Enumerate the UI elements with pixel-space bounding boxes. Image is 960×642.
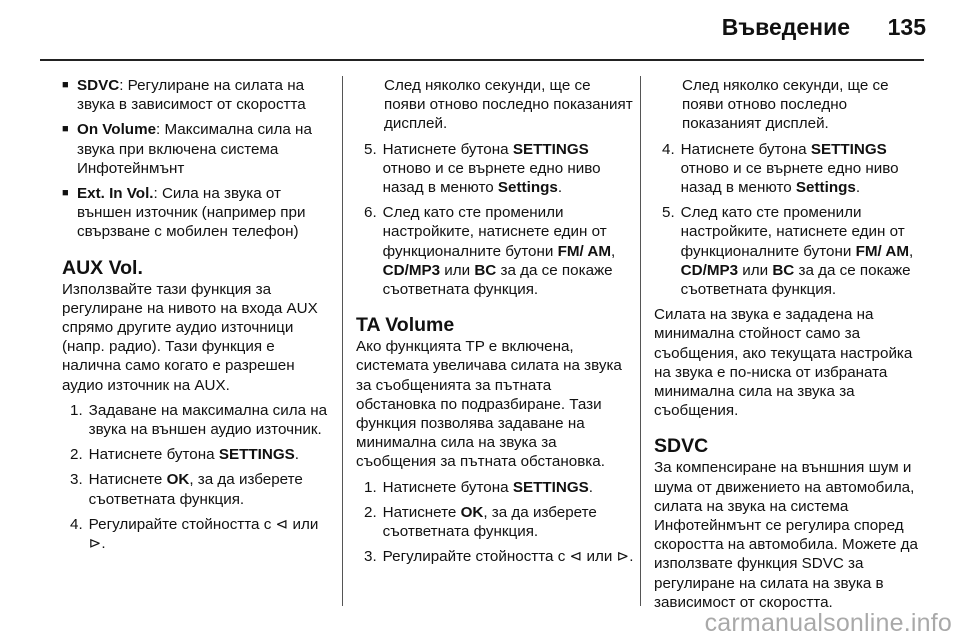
ta-step-4: 4. Натиснете бутона SETTINGS отново и се върнете едно ниво назад в менюто Settings. <box>662 140 899 197</box>
column-divider-1 <box>342 76 343 606</box>
ta-note-paragraph: Силата на звука е зададена на минимална стойност само за съобщения, ако текущата настройка на звука е по-ниска от избраната минимална сила на звука за съобщения. <box>654 306 913 420</box>
aux-step-3: 3. Натиснете OK, за да изберете съответната функция. <box>70 471 303 508</box>
settings-button-label: SETTINGS <box>218 446 295 464</box>
aux-step-6: 6. След като сте променили настройките, натиснете един от функционалните бутони FM/ AM, CD/MP3 или BC за да се покаже съответната функция. <box>364 204 616 299</box>
aux-step-2: 2. Натиснете бутона SETTINGS. <box>70 446 299 464</box>
aux-step-4-continued: След няколко секунди, ще се появи отново последно показаният дисплей. <box>384 77 633 133</box>
bullet-sdvc: ■ SDVC: Регулиране на силата на звука в зависимост от скоростта <box>62 77 306 114</box>
ta-step-2: 2. Натиснете OK, за да изберете съответната функция. <box>364 503 597 541</box>
page-number: 135 <box>887 14 926 40</box>
heading-sdvc: SDVC <box>654 435 709 458</box>
cd-mp3-button-label: CD/MP3 <box>680 261 739 279</box>
fm-am-button-label: FM/ AM <box>557 242 611 260</box>
bullet-square-icon: ■ <box>62 123 69 136</box>
term-sdvc: SDVC <box>77 77 120 94</box>
bc-button-label: BC <box>772 261 795 279</box>
settings-button-label: SETTINGS <box>810 140 887 158</box>
ta-paragraph: Ако функцията TP е включена, системата увеличава силата на звука за съобщенията за пътната обстановка по подразбиране. Тази функция позволява задаване на минимална сила на звука за съобщения за пътната обстановка. <box>356 338 622 471</box>
column-2 <box>356 76 634 572</box>
aux-step-4: 4. Регулирайте стойността с ⊲ или ⊳. <box>70 515 319 553</box>
page-section-title: Въведение <box>721 14 850 40</box>
right-arrow-icon: ⊳ <box>88 535 102 553</box>
aux-step-5: 5. Натиснете бутона SETTINGS отново и се върнете едно ниво назад в менюто Settings. <box>364 140 601 197</box>
ta-step-5: 5. След като сте променили настройките, натиснете един от функционалните бутони FM/ AM, CD/MP3 или BC за да се покаже съответната функция. <box>662 204 914 299</box>
left-arrow-icon: ⊲ <box>569 548 583 566</box>
fm-am-button-label: FM/ AM <box>855 242 909 260</box>
settings-menu-label: Settings <box>497 179 558 197</box>
sdvc-paragraph: За компенсиране на външния шум и шума от движението на автомобила, силата на звука на система Инфотейнмънт се регулира според скоростта на автомобила. Можете да използвате функция SDVC за регулиране на силата на звука в зависимост от скоростта. <box>654 459 918 611</box>
header-divider <box>40 59 924 61</box>
bullet-ext-in-vol: ■ Ext. In Vol.: Сила на звука от външен източник (например при свързване с мобилен телефон) <box>62 185 306 241</box>
settings-menu-label: Settings <box>795 179 856 197</box>
ta-step-3: 3. Регулирайте стойността с ⊲ или ⊳. <box>364 548 634 566</box>
term-on-volume: On Volume <box>77 121 157 139</box>
settings-button-label: SETTINGS <box>512 140 589 158</box>
column-3 <box>654 76 928 612</box>
right-arrow-icon: ⊳ <box>616 548 630 566</box>
heading-aux-vol: AUX Vol. <box>62 256 143 279</box>
bullet-square-icon: ■ <box>62 79 69 91</box>
bc-button-label: BC <box>474 261 497 279</box>
watermark-text: carmanualsonline.info <box>704 609 952 637</box>
settings-button-label: SETTINGS <box>512 478 589 496</box>
aux-step-1: 1. Задаване на максимална сила на звука на външен аудио източник. <box>70 401 328 439</box>
ok-button-label: OK <box>460 503 484 521</box>
left-arrow-icon: ⊲ <box>275 515 289 533</box>
ta-step-3-continued: След няколко секунди, ще се появи отново последно показаният дисплей. <box>682 77 889 133</box>
column-divider-2 <box>640 76 641 606</box>
cd-mp3-button-label: CD/MP3 <box>382 261 441 279</box>
term-ext-in-vol: Ext. In Vol. <box>77 185 154 203</box>
ok-button-label: OK <box>166 471 190 489</box>
column-1 <box>62 76 328 559</box>
bullet-square-icon: ■ <box>62 187 69 200</box>
heading-ta-volume: TA Volume <box>356 314 455 337</box>
bullet-on-volume: ■ On Volume: Максимална сила на звука при включена система Инфотейнмънт <box>62 121 312 177</box>
aux-paragraph: Използвайте тази функция за регулиране на нивото на входа AUX спрямо другите аудио източници (напр. радио). Тази функция е налична само когато е разрешен аудио източник на AUX. <box>62 280 318 394</box>
ta-step-1: 1. Натиснете бутона SETTINGS. <box>364 478 593 496</box>
